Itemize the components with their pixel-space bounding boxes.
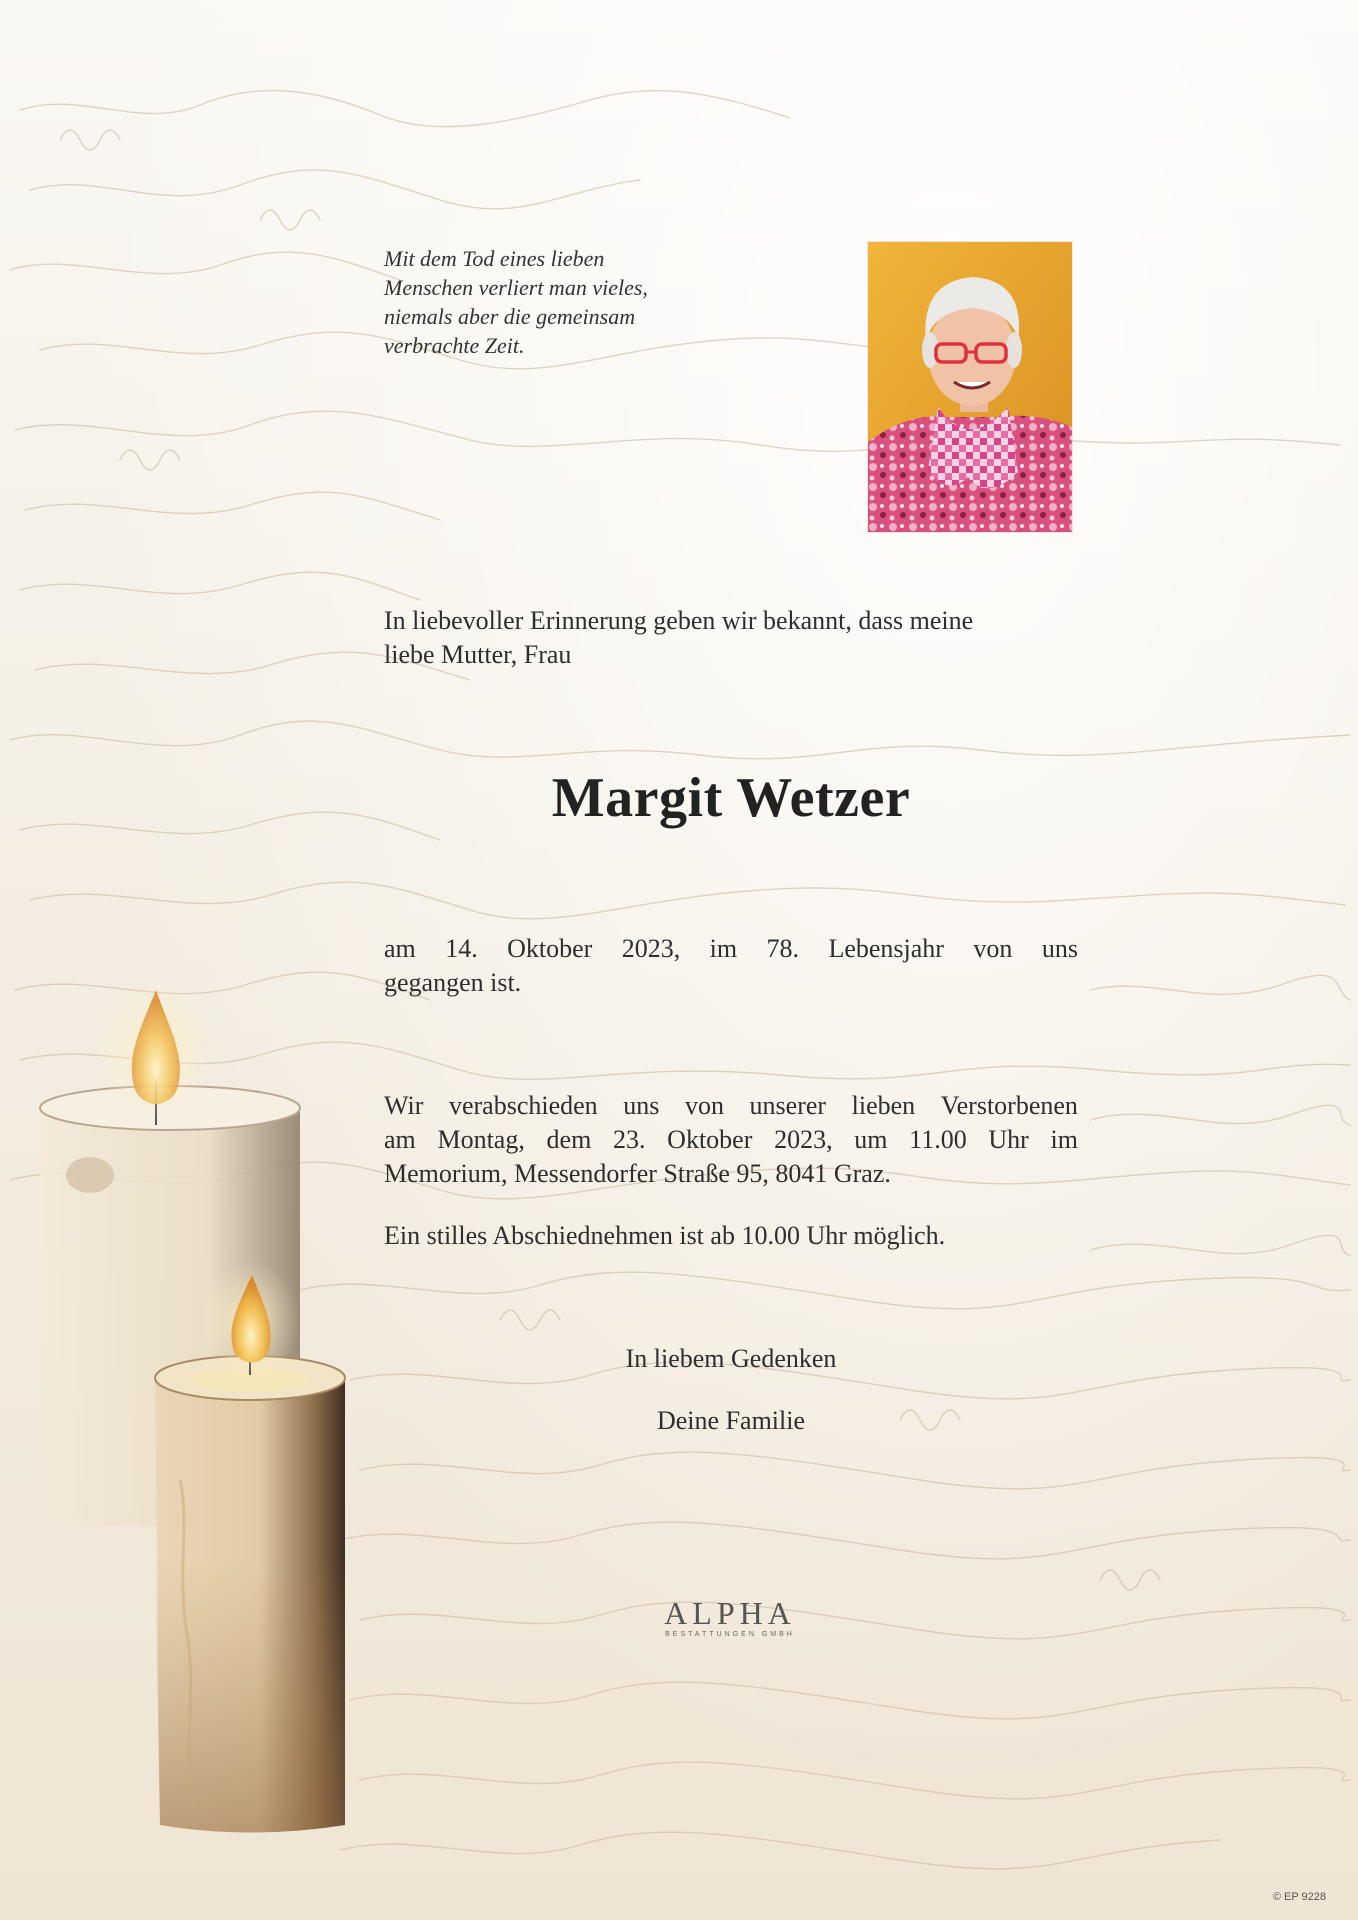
word: unserer (749, 1091, 827, 1120)
service-details (384, 1089, 1078, 1191)
word: verabschieden (448, 1091, 598, 1120)
word: Oktober (667, 1125, 753, 1154)
word: 23. (612, 1125, 646, 1154)
word: im (1050, 1125, 1078, 1154)
service-location: Memorium, Messendorfer Straße 95, 8041 Graz. (384, 1159, 891, 1188)
word: Lebensjahr (828, 934, 944, 963)
word: uns (1041, 934, 1078, 963)
passing-text (384, 932, 1078, 1000)
word: Verstorbenen (940, 1091, 1078, 1120)
deceased-name: Margit Wetzer (551, 767, 911, 829)
announcement-line: liebe Mutter, Frau (384, 640, 572, 669)
word: um (854, 1125, 888, 1154)
closing-remembrance: In liebem Gedenken (625, 1344, 837, 1373)
passing-line: gegangen ist. (384, 968, 522, 997)
closing-family: Deine Familie (656, 1406, 805, 1435)
quote-line: verbrachte Zeit. (384, 333, 525, 358)
word: im (709, 934, 738, 963)
word: Montag, (437, 1125, 525, 1154)
word: am (384, 934, 416, 963)
word: 14. (445, 934, 478, 963)
word: uns (623, 1091, 660, 1120)
word: 78. (766, 934, 800, 963)
announcement-line: In liebevoller Erinnerung geben wir bekannt, dass meine (384, 606, 974, 635)
word: Uhr (988, 1125, 1029, 1154)
word: von (973, 934, 1013, 963)
word: Oktober (507, 934, 593, 963)
service-line-justified (384, 1089, 1078, 1123)
logo-subtitle: BESTATTUNGEN GMBH (665, 1631, 795, 1638)
quote-line: Menschen verliert man vieles, (384, 275, 648, 300)
memorial-quote (384, 244, 724, 360)
quote-line: Mit dem Tod eines lieben (384, 246, 605, 271)
service-line-justified (384, 1123, 1078, 1157)
word: 11.00 (909, 1125, 967, 1154)
portrait-photo (868, 242, 1072, 532)
candles-illustration (0, 960, 380, 1840)
word: am (384, 1125, 416, 1154)
announcement-text (384, 604, 1078, 672)
word: 2023, (774, 1125, 833, 1154)
word: lieben (851, 1091, 916, 1120)
quote-line: niemals aber die gemeinsam (384, 304, 636, 329)
funeral-home-logo (650, 1596, 810, 1640)
print-code: © EP 9228 (1272, 1891, 1326, 1903)
word: Wir (384, 1091, 424, 1120)
passing-line-justified (384, 932, 1078, 966)
logo-name: ALPHA (664, 1595, 796, 1631)
word: von (684, 1091, 724, 1120)
word: 2023, (621, 934, 681, 963)
viewing-note: Ein stilles Abschiednehmen ist ab 10.00 Uhr möglich. (384, 1221, 946, 1250)
word: dem (546, 1125, 592, 1154)
